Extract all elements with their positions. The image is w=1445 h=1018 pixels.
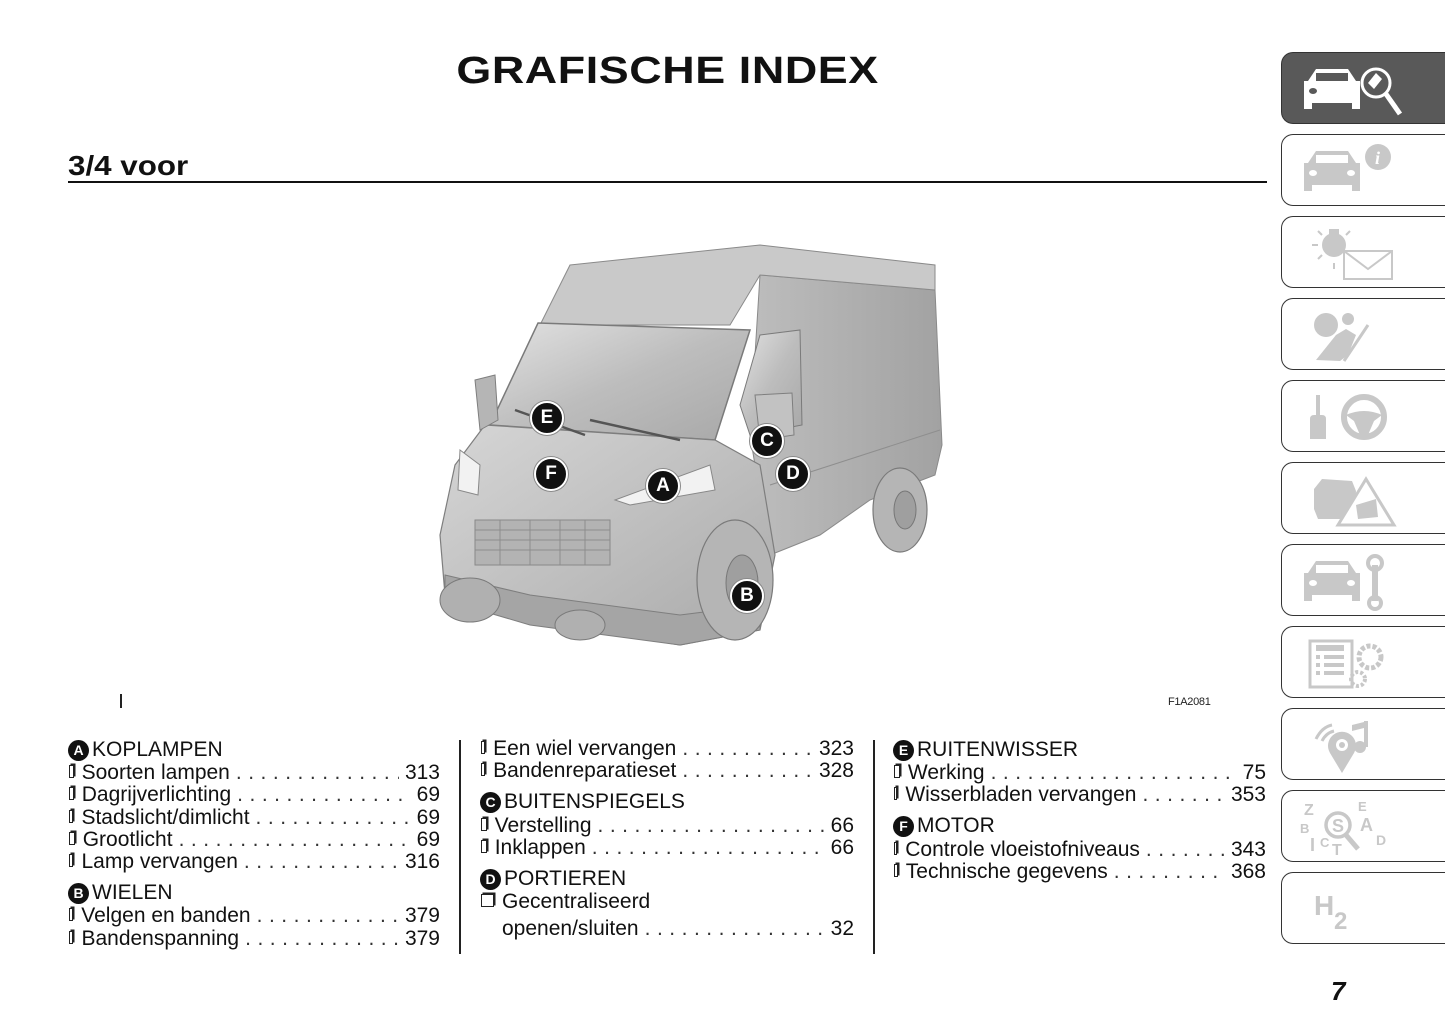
- index-entry[interactable]: Velgen en banden ..... 379: [68, 905, 440, 927]
- car-search-icon: [1296, 59, 1406, 119]
- checkbox-bullet-icon: [69, 854, 73, 867]
- index-entry[interactable]: Controle vloeistofniveaus ..... 343: [893, 839, 1266, 861]
- group-title: KOPLAMPEN: [92, 737, 223, 761]
- index-group-wielen-cont: [480, 738, 854, 783]
- checkbox-bullet-icon: [481, 840, 487, 853]
- specs-gears-icon: [1296, 633, 1406, 693]
- hydrogen-h2-icon: [1296, 879, 1406, 939]
- svg-text:T: T: [1332, 842, 1342, 857]
- index-entry[interactable]: Stadslicht/dimlicht ..... 69: [68, 807, 440, 829]
- checkbox-bullet-icon: [481, 818, 487, 831]
- checkbox-bullet-icon: [481, 894, 494, 907]
- group-letter-badge: C: [480, 792, 501, 813]
- svg-text:Z: Z: [1304, 802, 1314, 819]
- page-ref[interactable]: 313: [404, 761, 440, 784]
- index-group-ruitenwisser: [893, 738, 1266, 807]
- multimedia-music-icon: [1296, 715, 1406, 775]
- group-letter-badge: A: [68, 740, 89, 761]
- index-group-wielen: [68, 881, 440, 950]
- page-ref[interactable]: 379: [404, 926, 440, 950]
- marker-c: C: [750, 424, 784, 458]
- tab-warning-lights[interactable]: [1281, 216, 1445, 288]
- leader-dots: [256, 807, 411, 829]
- car-info-icon: [1296, 141, 1406, 201]
- tab-technical-data[interactable]: [1281, 626, 1445, 698]
- index-column-3: [893, 738, 1266, 891]
- leader-dots: [236, 762, 399, 784]
- tab-maintenance[interactable]: [1281, 544, 1445, 616]
- checkbox-bullet-icon: [894, 864, 898, 877]
- index-entry[interactable]: Grootlicht ..... 69: [68, 829, 440, 851]
- section-title: 3/4 voor: [68, 150, 189, 181]
- index-entry[interactable]: Technische gegevens ..... 368: [893, 861, 1266, 883]
- index-group-koplampen: [68, 738, 440, 873]
- svg-text:A: A: [1360, 815, 1373, 835]
- van-illustration: [430, 235, 960, 685]
- index-column-2: [480, 738, 854, 948]
- marker-e: E: [530, 401, 564, 435]
- index-entry[interactable]: Een wiel vervangen ..... 323: [480, 738, 854, 760]
- tab-hydrogen[interactable]: [1281, 872, 1445, 944]
- leader-dots: [682, 738, 813, 760]
- index-entry-continuation[interactable]: openen/sluiten ..... 32: [480, 913, 854, 940]
- group-title: RUITENWISSER: [917, 737, 1079, 761]
- index-group-portieren: [480, 867, 854, 940]
- page-ref[interactable]: 69: [416, 805, 440, 829]
- tab-graphic-index[interactable]: [1281, 52, 1445, 124]
- airbag-seat-icon: [1296, 305, 1406, 365]
- svg-text:B: B: [1300, 821, 1310, 836]
- index-entry[interactable]: Lamp vervangen ..... 316: [68, 851, 440, 873]
- page-title: GRAFISCHE INDEX: [456, 50, 879, 92]
- page-ref[interactable]: 316: [404, 850, 440, 874]
- page-ref[interactable]: 66: [830, 813, 854, 837]
- leader-dots: [991, 762, 1237, 784]
- index-entry[interactable]: Dagrijverlichting ..... 69: [68, 784, 440, 806]
- marker-b: B: [730, 579, 764, 613]
- leader-dots: [179, 829, 411, 851]
- page-ref[interactable]: 69: [416, 827, 440, 851]
- group-letter-badge: D: [480, 869, 501, 890]
- checkbox-bullet-icon: [69, 908, 73, 921]
- marker-d: D: [776, 457, 810, 491]
- svg-text:C: C: [1320, 835, 1330, 850]
- group-letter-badge: E: [893, 740, 914, 761]
- checkbox-bullet-icon: [481, 741, 485, 754]
- index-entry[interactable]: Werking ..... 75: [893, 762, 1266, 784]
- leader-dots: [682, 760, 813, 782]
- page-number: 7: [1331, 976, 1346, 1006]
- van-drawing: [430, 235, 960, 685]
- page-ref[interactable]: 368: [1230, 859, 1266, 883]
- leader-dots: [257, 905, 399, 927]
- page-ref[interactable]: 343: [1230, 837, 1266, 861]
- tab-starting-driving[interactable]: [1281, 380, 1445, 452]
- column-divider: [873, 740, 875, 954]
- svg-text:i: i: [1375, 148, 1381, 168]
- key-steering-wheel-icon: [1296, 387, 1406, 447]
- index-entry[interactable]: Soorten lampen ..... 313: [68, 762, 440, 784]
- leader-dots: [245, 928, 399, 950]
- leader-dots: [598, 815, 825, 837]
- car-emergency-triangle-icon: [1296, 469, 1406, 529]
- page-ref[interactable]: 379: [404, 904, 440, 928]
- index-entry[interactable]: Wisserbladen vervangen ..... 353: [893, 784, 1266, 806]
- figure-code: F1A2081: [1168, 696, 1211, 708]
- checkbox-bullet-icon: [894, 787, 897, 800]
- leader-dots: [237, 784, 410, 806]
- index-column-1: [68, 738, 440, 958]
- leader-dots: [645, 918, 825, 940]
- index-entry[interactable]: Bandenreparatieset ..... 328: [480, 760, 854, 782]
- leader-dots: [592, 837, 825, 859]
- page-ref[interactable]: 69: [416, 783, 440, 807]
- page-ref[interactable]: 328: [818, 759, 854, 783]
- leader-dots: [1142, 784, 1225, 806]
- checkbox-bullet-icon: [69, 787, 74, 800]
- index-entry[interactable]: Inklappen ..... 66: [480, 837, 854, 859]
- group-title: BUITENSPIEGELS: [504, 790, 685, 814]
- leader-dots: [1146, 839, 1225, 861]
- group-title: PORTIEREN: [504, 867, 627, 891]
- group-letter-badge: B: [68, 883, 89, 904]
- svg-text:S: S: [1332, 816, 1345, 836]
- svg-text:D: D: [1376, 832, 1387, 848]
- figure-tick-mark: [120, 694, 122, 708]
- tab-alphabetical-index[interactable]: [1281, 790, 1445, 862]
- tab-vehicle-info[interactable]: [1281, 134, 1445, 206]
- index-entry[interactable]: Gecentraliseerd: [480, 891, 854, 913]
- page-ref[interactable]: 66: [830, 835, 854, 859]
- checkbox-bullet-icon: [69, 832, 75, 845]
- group-title: WIELEN: [92, 881, 173, 905]
- tab-safety[interactable]: [1281, 298, 1445, 370]
- checkbox-bullet-icon: [69, 765, 74, 778]
- alphabetical-index-icon: [1296, 797, 1406, 857]
- index-entry[interactable]: Verstelling ..... 66: [480, 815, 854, 837]
- section-divider: [68, 181, 1267, 183]
- group-letter-badge: F: [893, 816, 914, 837]
- page-ref[interactable]: 32: [830, 917, 854, 941]
- leader-dots: [1114, 861, 1225, 883]
- car-wrench-icon: [1296, 551, 1406, 611]
- group-title: MOTOR: [917, 814, 995, 838]
- svg-text:2: 2: [1334, 908, 1348, 935]
- checkbox-bullet-icon: [69, 810, 73, 823]
- svg-text:H: H: [1314, 890, 1335, 921]
- column-divider: [459, 740, 461, 954]
- marker-a: A: [646, 469, 680, 503]
- marker-f: F: [534, 457, 568, 491]
- tab-multimedia[interactable]: [1281, 708, 1445, 780]
- index-entry[interactable]: Bandenspanning ..... 379: [68, 928, 440, 950]
- checkbox-bullet-icon: [894, 842, 897, 855]
- svg-text:I: I: [1310, 835, 1316, 855]
- index-group-buitenspiegels: [480, 791, 854, 860]
- page-ref[interactable]: 353: [1230, 783, 1266, 807]
- svg-text:E: E: [1358, 799, 1367, 814]
- leader-dots: [244, 851, 399, 873]
- checkbox-bullet-icon: [894, 765, 900, 778]
- index-group-motor: [893, 815, 1266, 884]
- page-ref[interactable]: 75: [1242, 761, 1266, 784]
- tab-emergency[interactable]: [1281, 462, 1445, 534]
- checkbox-bullet-icon: [481, 763, 485, 776]
- warning-light-message-icon: [1296, 223, 1406, 283]
- checkbox-bullet-icon: [69, 931, 73, 944]
- page-ref[interactable]: 323: [818, 737, 854, 760]
